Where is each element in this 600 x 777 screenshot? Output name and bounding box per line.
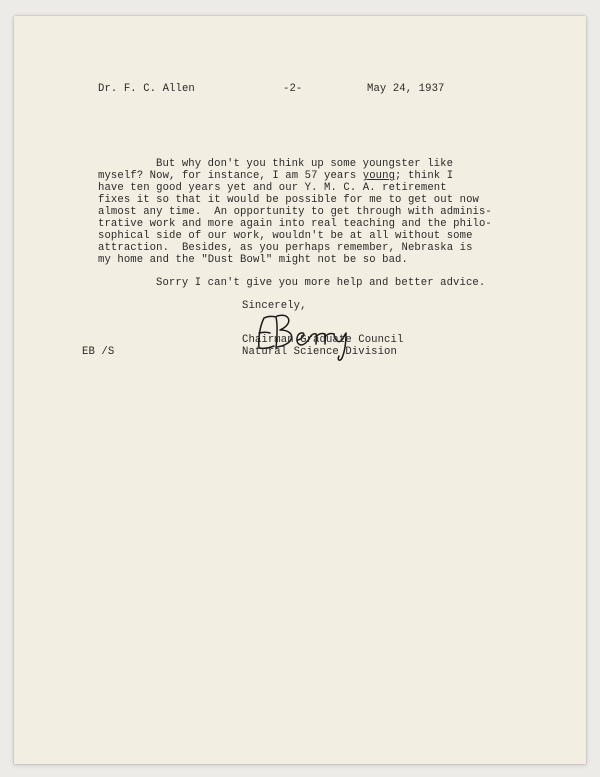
body-line: my home and the "Dust Bowl" might not be so bad. <box>98 254 408 266</box>
page-number: -2- <box>283 83 303 95</box>
closing-salutation: Sincerely, <box>242 300 307 312</box>
letter-page <box>14 16 586 764</box>
underlined-word: young <box>362 170 396 182</box>
body-text: ; think I <box>395 170 454 182</box>
body-line <box>98 170 453 182</box>
typist-initials: EB /S <box>82 346 115 358</box>
signer-title-line-1: Chairman Graduate Council <box>242 334 404 346</box>
body-line: trative work and more again into real teaching and the philo- <box>98 218 492 230</box>
body-paragraph-2: Sorry I can't give you more help and better advice. <box>156 277 486 289</box>
body-line: almost any time. An opportunity to get through with adminis- <box>98 206 492 218</box>
body-text: myself? Now, for instance, I am 57 years <box>98 170 363 182</box>
recipient-name: Dr. F. C. Allen <box>98 83 195 95</box>
body-line: fixes it so that it would be possible for me to get out now <box>98 194 479 206</box>
body-line: attraction. Besides, as you perhaps remember, Nebraska is <box>98 242 473 254</box>
body-line: sophical side of our work, wouldn't be at all without some <box>98 230 473 242</box>
letter-date: May 24, 1937 <box>367 83 445 95</box>
signer-title-line-2: Natural Science Division <box>242 346 397 358</box>
body-line: But why don't you think up some youngster like <box>156 158 454 170</box>
body-line: have ten good years yet and our Y. M. C. A. retirement <box>98 182 447 194</box>
